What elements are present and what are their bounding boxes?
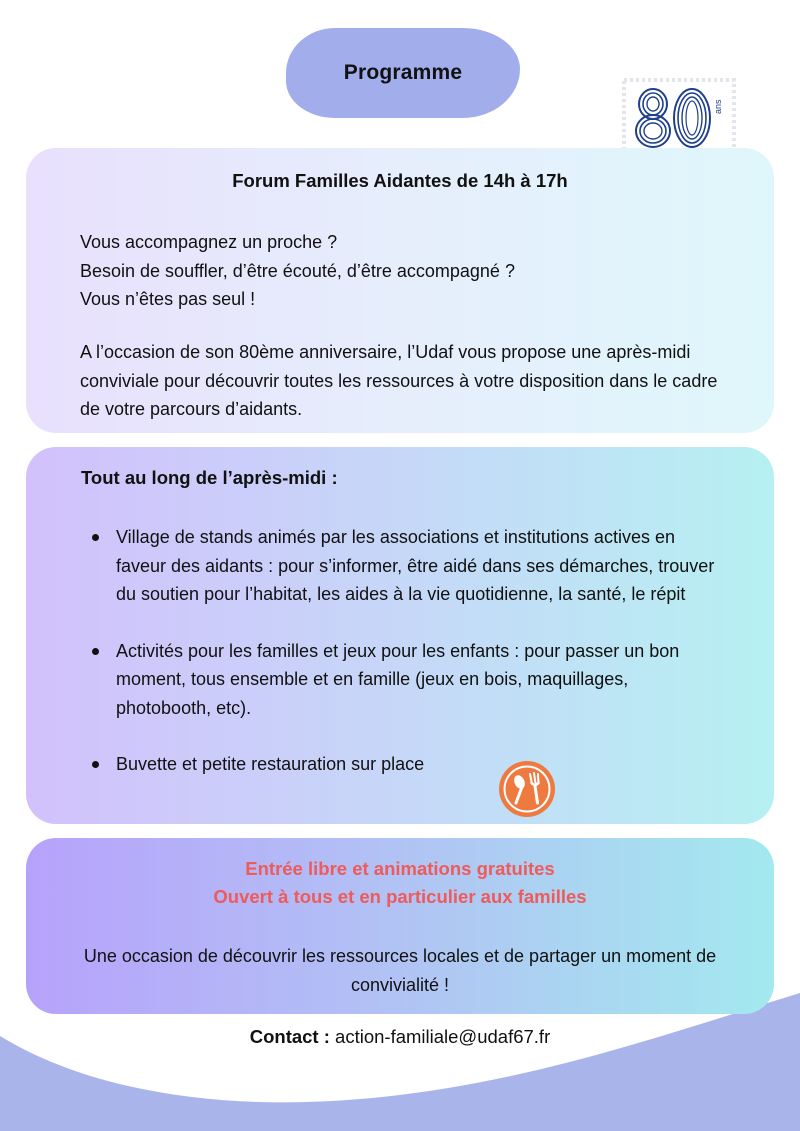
contact-label: Contact : (249, 1026, 330, 1047)
intro-line-3: Vous n’êtes pas seul ! (80, 289, 256, 309)
cutlery-icon (498, 760, 556, 818)
open-to-all-highlight: Ouvert à tous et en particulier aux familles (213, 886, 587, 907)
forum-card (26, 148, 774, 433)
page-title: Programme (343, 61, 463, 84)
afternoon-card (26, 447, 774, 824)
intro-line-1: Vous accompagnez un proche ? (80, 232, 338, 252)
list-item-text: Buvette et petite restauration sur place (116, 754, 425, 774)
info-body: Une occasion de découvrir les ressources locales et de partager un moment de convivialité ! (83, 946, 717, 995)
afternoon-list (82, 523, 722, 779)
info-card (26, 838, 774, 1014)
contact-email[interactable]: action-familiale@udaf67.fr (335, 1026, 551, 1047)
list-item-text: Village de stands animés par les associations et institutions actives en faveur des aidants : pour s’informer, être aidé dans ses démarches, trouver du soutien pour l’habitat, les aides à la vie quotidienne, la santé, le répit (116, 527, 715, 604)
intro-line-2: Besoin de souffler, d’être écouté, d’être accompagné ? (80, 260, 515, 281)
list-item (82, 750, 722, 779)
list-item (82, 523, 722, 609)
contact-line (0, 1026, 800, 1048)
title-blob (286, 28, 520, 118)
free-entry-highlight: Entrée libre et animations gratuites (245, 858, 555, 879)
stamp-suffix: ans (713, 99, 723, 114)
bullet-icon (92, 648, 99, 655)
list-item (82, 637, 722, 723)
bullet-icon (92, 761, 99, 768)
list-item-text: Activités pour les familles et jeux pour les enfants : pour passer un bon moment, tous ensemble et en famille (jeux en bois, maquillages, photobooth, etc). (116, 640, 680, 718)
forum-description: A l’occasion de son 80ème anniversaire, l’Udaf vous propose une après-midi conviviale pour découvrir toutes les ressources à votre disposition dans le cadre de votre parcours d’aidants. (80, 342, 718, 419)
forum-heading: Forum Familles Aidantes de 14h à 17h (232, 170, 568, 191)
afternoon-heading: Tout au long de l’après-midi : (81, 467, 338, 488)
forum-intro (80, 228, 730, 314)
bullet-icon (92, 534, 99, 541)
